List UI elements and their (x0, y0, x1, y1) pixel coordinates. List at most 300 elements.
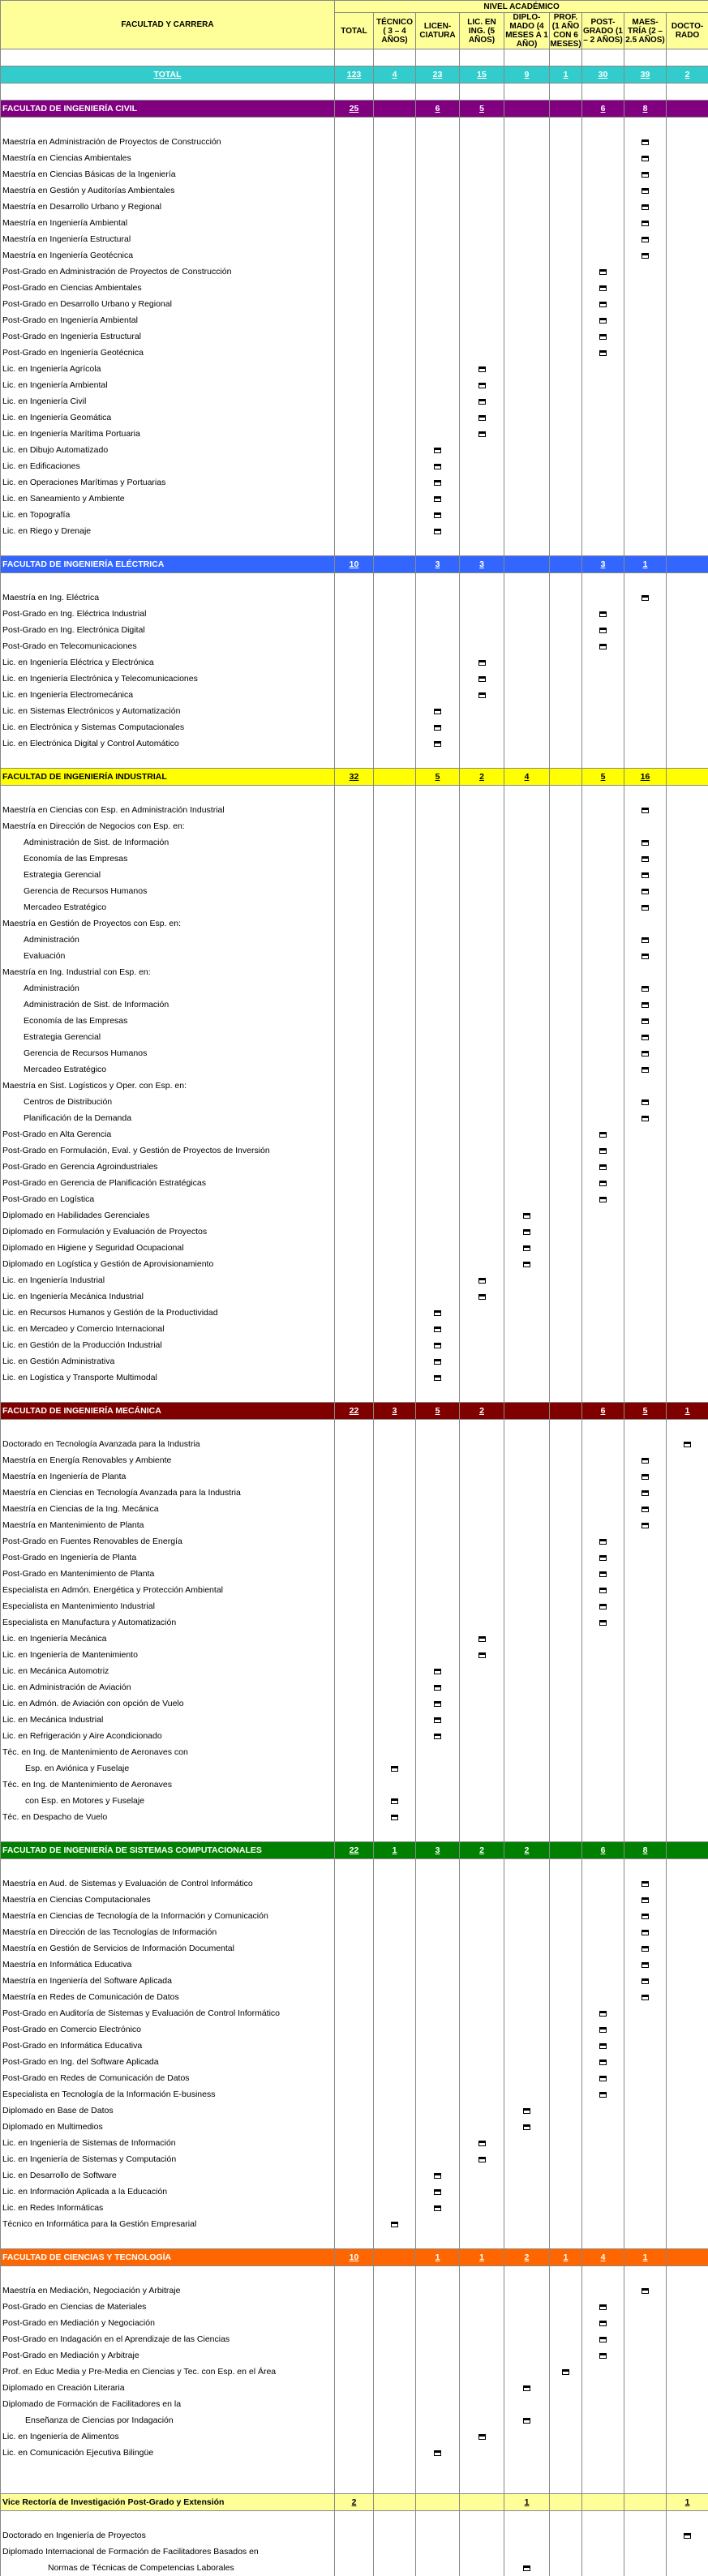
program-name: Maestría en Dirección de Negocios con Esp. en: (1, 818, 335, 834)
program-row (1, 2331, 708, 2347)
program-row (1, 1631, 708, 1647)
checkbox-icon (434, 1310, 441, 1316)
faculty-header-row (1, 101, 708, 118)
total-label: TOTAL (1, 66, 335, 84)
checkbox-icon (599, 1181, 607, 1186)
checkbox-icon (641, 1474, 649, 1480)
total-row (1, 66, 708, 84)
checkbox-icon (434, 741, 441, 747)
checkbox-icon (599, 2060, 607, 2065)
faculty-count: 25 (335, 101, 374, 118)
total-count: 30 (582, 66, 624, 84)
checkbox-icon (599, 644, 607, 649)
program-name: Diplomado en Creación Literaria (1, 2380, 335, 2396)
program-row (1, 1663, 708, 1679)
column-header: MAES- TRÍA (2 – 2.5 AÑOS) (624, 13, 667, 49)
faculty-header-row (1, 1403, 708, 1420)
checkbox-icon (478, 383, 486, 388)
checkbox-icon (478, 1652, 486, 1658)
program-name: Post-Grado en Administración de Proyectos de Construcción (1, 264, 335, 280)
total-count: 23 (416, 66, 460, 84)
column-header: TOTAL (335, 13, 374, 49)
checkbox-icon (599, 1620, 607, 1626)
program-name: Lic. en Ingeniería Industrial (1, 1272, 335, 1288)
program-name: Post-Grado en Auditoría de Sistemas y Evaluación de Control Informático (1, 2005, 335, 2021)
program-name: Maestría en Ciencias Ambientales (1, 150, 335, 166)
program-name: Esp. en Aviónica y Fuselaje (1, 1760, 335, 1777)
program-name: Maestría en Ingeniería Geotécnica (1, 247, 335, 264)
faculty-count: 1 (624, 556, 667, 573)
spacer-row (1, 752, 708, 769)
program-name: Maestría en Gestión de Servicios de Información Documental (1, 1940, 335, 1957)
faculty-count: 3 (416, 556, 460, 573)
program-name: Post-Grado en Ing. Eléctrica Industrial (1, 606, 335, 622)
program-name: Especialista en Tecnología de la Información E-business (1, 2086, 335, 2102)
faculty-count (504, 1403, 550, 1420)
program-row (1, 719, 708, 735)
program-name: Lic. en Operaciones Marítimas y Portuarias (1, 474, 335, 491)
program-row (1, 1679, 708, 1695)
program-row (1, 1695, 708, 1712)
checkbox-icon (641, 1458, 649, 1464)
program-name: Post-Grado en Ing. Electrónica Digital (1, 622, 335, 638)
program-row (1, 1598, 708, 1614)
program-name: Lic. en Topografía (1, 507, 335, 523)
faculty-count: 3 (374, 1403, 416, 1420)
faculty-count (550, 101, 582, 118)
checkbox-icon (641, 221, 649, 226)
program-row (1, 2200, 708, 2216)
program-name: Lic. en Ingeniería de Alimentos (1, 2428, 335, 2445)
program-row (1, 442, 708, 458)
checkbox-icon (599, 302, 607, 307)
program-row (1, 2282, 708, 2299)
program-name: Maestría en Informática Educativa (1, 1957, 335, 1973)
program-row (1, 1191, 708, 1207)
faculty-count (460, 2494, 504, 2511)
faculty-count: 5 (416, 769, 460, 786)
program-name: Evaluación (1, 948, 335, 964)
program-name: Diplomado en Habilidades Gerenciales (1, 1207, 335, 1224)
checkbox-icon (599, 2043, 607, 2049)
program-row (1, 1875, 708, 1892)
program-row (1, 280, 708, 296)
program-name: Maestría en Mantenimiento de Planta (1, 1517, 335, 1533)
checkbox-icon (434, 1375, 441, 1381)
program-row (1, 377, 708, 393)
program-row (1, 1288, 708, 1305)
program-name: Lic. en Mercadeo y Comercio Internacional (1, 1321, 335, 1337)
faculty-title: Vice Rectoría de Investigación Post-Grado y Extensión (1, 2494, 335, 2511)
program-row (1, 671, 708, 687)
faculty-count: 2 (504, 2249, 550, 2266)
column-header: DIPLO- MADO (4 MESES A 1 AÑO) (504, 13, 550, 49)
program-row (1, 1908, 708, 1924)
program-row (1, 1566, 708, 1582)
total-count: 39 (624, 66, 667, 84)
checkbox-icon (434, 1343, 441, 1348)
checkbox-icon (641, 2288, 649, 2294)
faculty-title: FACULTAD DE CIENCIAS Y TECNOLOGÍA (1, 2249, 335, 2266)
program-name: Maestría en Ciencias Computacionales (1, 1892, 335, 1908)
checkbox-icon (434, 480, 441, 486)
program-name: Maestría en Ingeniería Estructural (1, 231, 335, 247)
program-row (1, 312, 708, 328)
checkbox-icon (641, 1507, 649, 1512)
program-name: Lic. en Administración de Aviación (1, 1679, 335, 1695)
checkbox-icon (641, 1051, 649, 1057)
program-name: Lic. en Información Aplicada a la Educación (1, 2184, 335, 2200)
total-count: 4 (374, 66, 416, 84)
program-name: Maestría en Ciencias de la Ing. Mecánica (1, 1501, 335, 1517)
program-name: Centros de Distribución (1, 1094, 335, 1110)
faculty-count: 2 (460, 1842, 504, 1859)
program-name: Diplomado en Higiene y Seguridad Ocupacional (1, 1240, 335, 1256)
checkbox-icon (641, 1897, 649, 1903)
checkbox-icon (641, 1490, 649, 1496)
program-name: Maestría en Mediación, Negociación y Arbitraje (1, 2282, 335, 2299)
program-name: Lic. en Desarrollo de Software (1, 2167, 335, 2184)
program-name: Post-Grado en Ingeniería Ambiental (1, 312, 335, 328)
faculty-count: 3 (416, 1842, 460, 1859)
spacer-row (1, 573, 708, 590)
checkbox-icon (434, 448, 441, 453)
program-row (1, 1712, 708, 1728)
program-name: Lic. en Sistemas Electrónicos y Automatización (1, 703, 335, 719)
program-name: Post-Grado en Formulación, Eval. y Gestión de Proyectos de Inversión (1, 1142, 335, 1159)
checkbox-icon (478, 2434, 486, 2440)
checkbox-icon (599, 1132, 607, 1138)
checkbox-icon (523, 2385, 530, 2391)
program-name: Lic. en Gestión Administrativa (1, 1353, 335, 1369)
spacer-row (1, 1825, 708, 1842)
program-row (1, 997, 708, 1013)
program-name: Gerencia de Recursos Humanos (1, 1045, 335, 1061)
program-name: Post-Grado en Mediación y Negociación (1, 2315, 335, 2331)
program-name: Post-Grado en Gerencia de Planificación Estratégicas (1, 1175, 335, 1191)
faculty-header-row (1, 1842, 708, 1859)
checkbox-icon (391, 1798, 398, 1804)
program-name: Administración (1, 980, 335, 997)
program-row (1, 1061, 708, 1078)
program-row (1, 948, 708, 964)
program-row (1, 2102, 708, 2119)
program-row (1, 1078, 708, 1094)
checkbox-icon (641, 1978, 649, 1984)
program-name: Post-Grado en Comercio Electrónico (1, 2021, 335, 2038)
program-name: Especialista en Manufactura y Automatización (1, 1614, 335, 1631)
checkbox-icon (523, 2108, 530, 2114)
program-name: Gerencia de Recursos Humanos (1, 883, 335, 899)
program-row (1, 523, 708, 539)
program-name: Doctorado en Ingeniería de Proyectos (1, 2527, 335, 2544)
checkbox-icon (478, 366, 486, 372)
checkbox-icon (684, 1442, 691, 1447)
program-name: Maestría en Administración de Proyectos de Construcción (1, 134, 335, 150)
checkbox-icon (641, 808, 649, 813)
checkbox-icon (523, 1229, 530, 1235)
header-row-top (1, 1, 708, 13)
checkbox-icon (391, 2222, 398, 2227)
program-row (1, 296, 708, 312)
program-row (1, 264, 708, 280)
program-row (1, 1468, 708, 1485)
program-row (1, 1126, 708, 1142)
checkbox-icon (478, 1278, 486, 1284)
checkbox-icon (641, 840, 649, 846)
program-name: Economía de las Empresas (1, 1013, 335, 1029)
program-row (1, 1142, 708, 1159)
checkbox-icon (641, 188, 649, 194)
program-name: Téc. en Ing. de Mantenimiento de Aeronaves con (1, 1744, 335, 1760)
program-name: Lic. en Ingeniería Mecánica (1, 1631, 335, 1647)
program-row (1, 851, 708, 867)
program-name: Maestría en Ing. Eléctrica (1, 589, 335, 606)
checkbox-icon (641, 1099, 649, 1105)
program-row (1, 1337, 708, 1353)
program-row (1, 964, 708, 980)
faculty-count: 5 (624, 1403, 667, 1420)
program-row (1, 1582, 708, 1598)
program-row (1, 1760, 708, 1777)
faculty-count: 16 (624, 769, 667, 786)
program-row (1, 1369, 708, 1386)
program-name: Estrategia Gerencial (1, 1029, 335, 1045)
checkbox-icon (641, 1035, 649, 1040)
program-name: Especialista en Admón. Energética y Protección Ambiental (1, 1582, 335, 1598)
program-name: Maestría en Redes de Comunicación de Datos (1, 1989, 335, 2005)
checkbox-icon (599, 2076, 607, 2081)
program-row (1, 2038, 708, 2054)
program-name: Lic. en Riego y Drenaje (1, 523, 335, 539)
total-count: 2 (667, 66, 708, 84)
program-name: Enseñanza de Ciencias por Indagación (1, 2412, 335, 2428)
program-name: Post-Grado en Informática Educativa (1, 2038, 335, 2054)
program-row (1, 1110, 708, 1126)
program-row (1, 899, 708, 915)
program-name: Lic. en Ingeniería Eléctrica y Electrónica (1, 654, 335, 671)
program-row (1, 426, 708, 442)
program-name: Post-Grado en Desarrollo Urbano y Regional (1, 296, 335, 312)
program-name: Mercadeo Estratégico (1, 1061, 335, 1078)
program-row (1, 1353, 708, 1369)
program-row (1, 2167, 708, 2184)
faculty-count: 1 (550, 2249, 582, 2266)
program-name: Normas de Técnicas de Competencias Laborales (1, 2560, 335, 2576)
column-header: LIC. EN ING. (5 AÑOS) (460, 13, 504, 49)
spacer-row (1, 84, 708, 101)
program-row (1, 1793, 708, 1809)
faculty-count (374, 769, 416, 786)
program-name: Prof. en Educ Media y Pre-Media en Ciencias y Tec. con Esp. en el Área (1, 2364, 335, 2380)
program-name: Téc. en Ing. de Mantenimiento de Aeronaves (1, 1777, 335, 1793)
program-name: Lic. en Ingeniería Mecánica Industrial (1, 1288, 335, 1305)
checkbox-icon (641, 172, 649, 178)
program-name: Post-Grado en Telecomunicaciones (1, 638, 335, 654)
program-row (1, 1256, 708, 1272)
checkbox-icon (641, 1962, 649, 1968)
program-name: con Esp. en Motores y Fuselaje (1, 1793, 335, 1809)
checkbox-icon (599, 1588, 607, 1593)
program-row (1, 703, 708, 719)
faculty-count (374, 2494, 416, 2511)
program-row (1, 867, 708, 883)
faculty-count: 6 (582, 1403, 624, 1420)
checkbox-icon (434, 496, 441, 502)
program-name: Post-Grado en Ingeniería de Planta (1, 1549, 335, 1566)
faculty-count (374, 2249, 416, 2266)
program-row (1, 1533, 708, 1549)
program-row (1, 654, 708, 671)
faculty-count (667, 556, 708, 573)
faculty-count (550, 1842, 582, 1859)
faculty-count: 2 (335, 2494, 374, 2511)
spacer-row (1, 118, 708, 135)
program-row (1, 409, 708, 426)
program-row (1, 2445, 708, 2461)
program-name: Post-Grado en Ingeniería Estructural (1, 328, 335, 345)
checkbox-icon (599, 2353, 607, 2359)
program-row (1, 1744, 708, 1760)
program-row (1, 980, 708, 997)
checkbox-icon (641, 253, 649, 259)
program-name: Doctorado en Tecnología Avanzada para la Industria (1, 1436, 335, 1452)
checkbox-icon (478, 1636, 486, 1642)
program-row (1, 2119, 708, 2135)
checkbox-icon (641, 1523, 649, 1528)
program-name: Lic. en Mecánica Industrial (1, 1712, 335, 1728)
checkbox-icon (434, 512, 441, 518)
program-row (1, 2396, 708, 2412)
program-row (1, 638, 708, 654)
column-header: LICEN- CIATURA (416, 13, 460, 49)
faculty-count: 8 (624, 101, 667, 118)
program-row (1, 818, 708, 834)
checkbox-icon (599, 318, 607, 324)
faculty-count (582, 2494, 624, 2511)
program-row (1, 2412, 708, 2428)
checkbox-icon (434, 2189, 441, 2195)
program-name: Maestría en Ingeniería del Software Aplicada (1, 1973, 335, 1989)
checkbox-icon (641, 237, 649, 242)
program-row (1, 2216, 708, 2232)
faculty-title: FACULTAD DE INGENIERÍA INDUSTRIAL (1, 769, 335, 786)
faculty-count: 4 (582, 2249, 624, 2266)
program-name: Técnico en Informática para la Gestión Empresarial (1, 2216, 335, 2232)
checkbox-icon (599, 2321, 607, 2326)
program-name: Lic. en Edificaciones (1, 458, 335, 474)
checkbox-icon (434, 1734, 441, 1739)
program-row (1, 2151, 708, 2167)
faculty-count: 3 (582, 556, 624, 573)
faculty-count: 1 (374, 1842, 416, 1859)
checkbox-icon (641, 156, 649, 161)
faculty-count (550, 769, 582, 786)
checkbox-icon (478, 676, 486, 682)
checkbox-icon (599, 269, 607, 275)
program-row (1, 589, 708, 606)
checkbox-icon (641, 1914, 649, 1919)
program-name: Post-Grado en Ingeniería Geotécnica (1, 345, 335, 361)
faculty-count: 2 (504, 1842, 550, 1859)
checkbox-icon (391, 1766, 398, 1772)
faculty-count: 2 (460, 769, 504, 786)
program-row (1, 1940, 708, 1957)
program-row (1, 1175, 708, 1191)
program-row (1, 1094, 708, 1110)
program-row (1, 2428, 708, 2445)
program-name: Lic. en Ingeniería Civil (1, 393, 335, 409)
faculty-count: 6 (416, 101, 460, 118)
checkbox-icon (641, 937, 649, 943)
faculty-count: 3 (460, 556, 504, 573)
faculty-count (550, 1403, 582, 1420)
program-name: Lic. en Ingeniería Electromecánica (1, 687, 335, 703)
faculty-count: 10 (335, 2249, 374, 2266)
faculty-count (667, 1842, 708, 1859)
program-row (1, 458, 708, 474)
program-name: Lic. en Recursos Humanos y Gestión de la Productividad (1, 1305, 335, 1321)
faculty-header-row (1, 2249, 708, 2266)
program-name: Diplomado de Formación de Facilitadores en la (1, 2396, 335, 2412)
faculty-header-row (1, 556, 708, 573)
faculty-count (504, 101, 550, 118)
checkbox-icon (599, 611, 607, 617)
faculty-count: 10 (335, 556, 374, 573)
faculty-title: FACULTAD DE INGENIERÍA DE SISTEMAS COMPUTACIONALES (1, 1842, 335, 1859)
faculty-count: 2 (460, 1403, 504, 1420)
checkbox-icon (641, 856, 649, 862)
column-header: PROF. (1 AÑO CON 6 MESES) (550, 13, 582, 49)
faculty-count (374, 101, 416, 118)
faculty-count: 6 (582, 1842, 624, 1859)
program-name: Lic. en Ingeniería Electrónica y Telecomunicaciones (1, 671, 335, 687)
program-row (1, 1957, 708, 1973)
faculty-count (667, 2249, 708, 2266)
program-name: Administración (1, 932, 335, 948)
checkbox-icon (599, 2092, 607, 2098)
checkbox-icon (599, 1197, 607, 1202)
faculty-count: 32 (335, 769, 374, 786)
program-row (1, 2086, 708, 2102)
program-name: Lic. en Ingeniería de Sistemas de Información (1, 2135, 335, 2151)
checkbox-icon (523, 2124, 530, 2130)
checkbox-icon (641, 954, 649, 959)
program-name: Lic. en Saneamiento y Ambiente (1, 491, 335, 507)
program-name: Maestría en Aud. de Sistemas y Evaluación de Control Informático (1, 1875, 335, 1892)
program-row (1, 231, 708, 247)
checkbox-icon (562, 2369, 569, 2375)
checkbox-icon (599, 1148, 607, 1154)
program-name: Maestría en Ciencias de Tecnología de la Información y Comunicación (1, 1908, 335, 1924)
program-row (1, 1728, 708, 1744)
total-count: 1 (550, 66, 582, 84)
checkbox-icon (599, 2011, 607, 2017)
program-row (1, 932, 708, 948)
faculty-count: 5 (460, 101, 504, 118)
faculty-header-row (1, 769, 708, 786)
checkbox-icon (641, 595, 649, 601)
spacer-row (1, 2511, 708, 2528)
checkbox-icon (641, 139, 649, 145)
checkbox-icon (641, 1116, 649, 1121)
program-row (1, 1159, 708, 1175)
faculty-career-header: FACULTAD Y CARRERA (1, 1, 335, 49)
checkbox-icon (641, 889, 649, 894)
program-row (1, 1452, 708, 1468)
program-name: Post-Grado en Indagación en el Aprendizaje de las Ciencias (1, 2331, 335, 2347)
program-name: Post-Grado en Fuentes Renovables de Energía (1, 1533, 335, 1549)
